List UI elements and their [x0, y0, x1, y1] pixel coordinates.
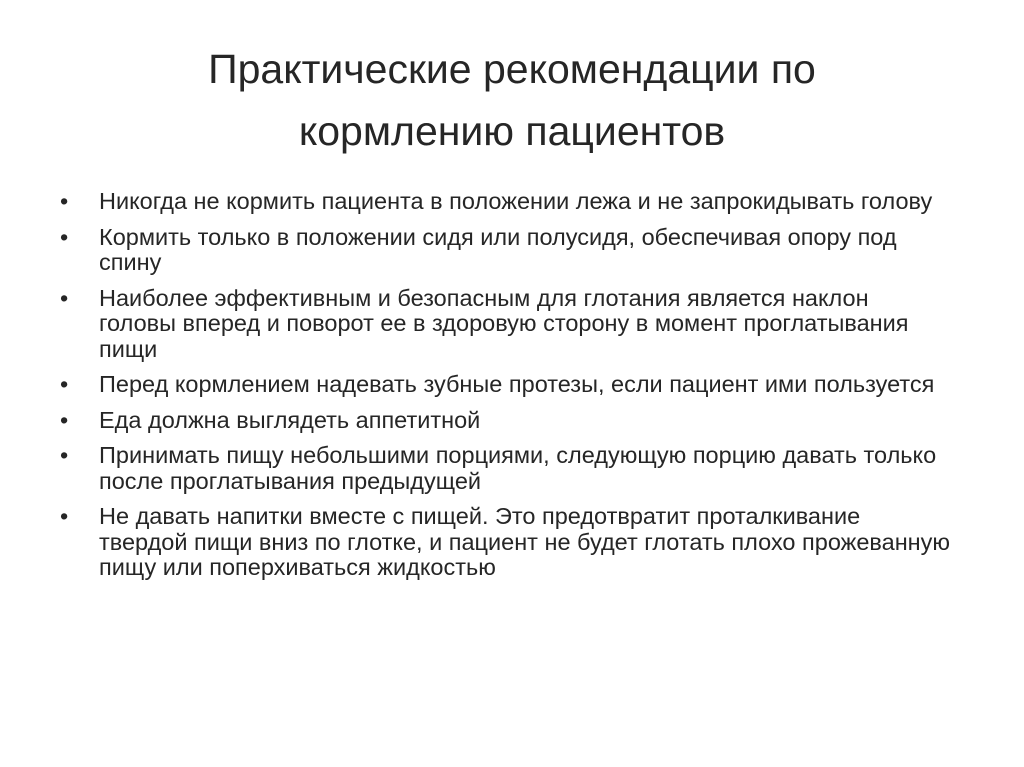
- page-title: [58, 38, 952, 162]
- list-item-text: Никогда не кормить пациента в положении лежа и не запрокидывать голову: [99, 188, 933, 214]
- list-item-text: Кормить только в положении сидя или полусидя, обеспечивая опору под спину: [99, 223, 897, 275]
- list-item: [58, 372, 952, 398]
- bullet-icon: •: [60, 188, 69, 214]
- bullet-list: [58, 189, 952, 581]
- bullet-icon: •: [60, 503, 69, 529]
- list-item: [58, 286, 952, 363]
- list-item: [58, 225, 952, 276]
- list-item-text: Еда должна выглядеть аппетитной: [99, 406, 481, 433]
- bullet-icon: •: [60, 223, 69, 250]
- title-line-2: кормлению пациентов: [298, 108, 726, 154]
- bullet-icon: •: [60, 284, 69, 311]
- list-item: [58, 408, 952, 434]
- list-item-text: Не давать напитки вместе с пищей. Это предотвратит проталкивание твердой пищи вниз по глотке, и пациент не будет глотать плохо прожеванную пищу или поперхиваться жидкостью: [99, 503, 951, 580]
- list-item-text: Принимать пищу небольшими порциями, следующую порцию давать только после проглатывания предыдущей: [99, 442, 937, 494]
- title-line-1: Практические рекомендации по: [208, 46, 816, 92]
- list-item: [58, 443, 952, 494]
- list-item: [58, 504, 952, 581]
- bullet-icon: •: [60, 371, 69, 397]
- list-item: [58, 189, 952, 215]
- bullet-icon: •: [60, 442, 69, 468]
- list-item-text: Наиболее эффективным и безопасным для глотания является наклон головы вперед и поворот ее в здоровую сторону в момент проглатывания пищи: [99, 284, 909, 362]
- list-item-text: Перед кормлением надевать зубные протезы, если пациент ими пользуется: [99, 371, 935, 397]
- bullet-icon: •: [60, 406, 69, 433]
